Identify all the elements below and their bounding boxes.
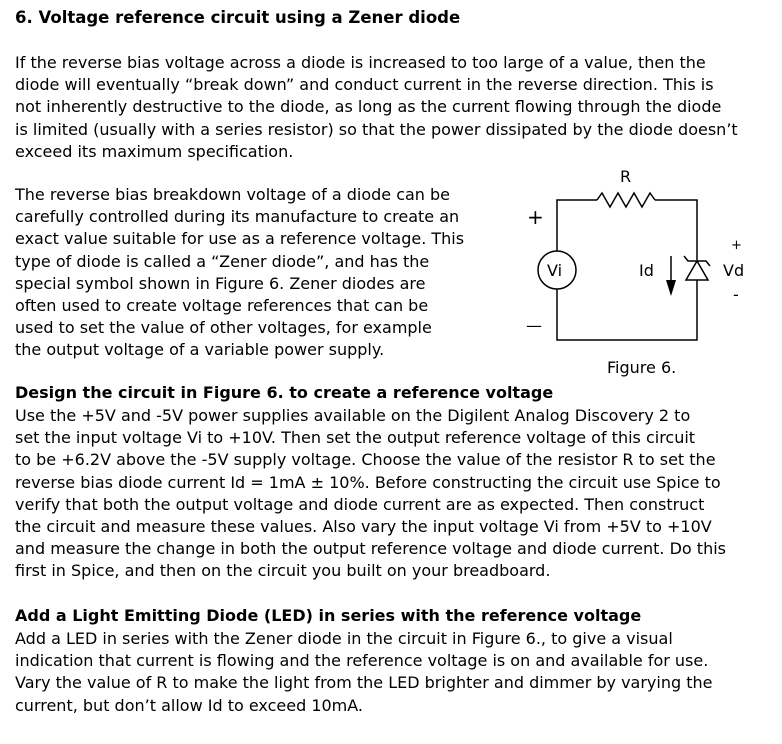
paragraph-line: first in Spice, and then on the circuit you built on your breadboard.	[15, 561, 551, 581]
figure-caption: Figure 6.	[607, 358, 677, 377]
paragraph-line: the circuit and measure these values. Also vary the input voltage Vi from +5V to +10V	[15, 517, 712, 537]
paragraph-line: special symbol shown in Figure 6. Zener diodes are	[15, 273, 426, 293]
paragraph-line: set the input voltage Vi to +10V. Then set the output reference voltage of this circuit	[15, 428, 696, 448]
wire-top-left	[557, 200, 597, 251]
zener-diode-symbol	[684, 256, 710, 280]
paragraph-line: The reverse bias breakdown voltage of a diode can be	[15, 185, 451, 204]
design-paragraph	[15, 405, 726, 583]
paragraph-line: carefully controlled during its manufacture to create an	[15, 207, 460, 227]
source-plus-label: +	[527, 205, 544, 229]
paragraph-line: verify that both the output voltage and diode current are as expected. Then construct	[15, 494, 705, 514]
output-label: Vd	[723, 261, 745, 280]
current-arrow	[666, 256, 676, 296]
design-heading: Design the circuit in Figure 6. to create a reference voltage	[15, 383, 554, 402]
paragraph-line: and measure the change in both the output reference voltage and diode current. Do this	[15, 539, 726, 559]
wire-bottom	[557, 280, 697, 340]
paragraph-line: current, but don’t allow Id to exceed 10mA.	[15, 695, 364, 715]
output-plus-label: +	[731, 238, 742, 253]
paragraph-line: not inherently destructive to the diode, as long as the current flowing through the diode	[15, 97, 722, 117]
paragraph-line: If the reverse bias voltage across a diode is increased to too large of a value, then the	[15, 53, 706, 72]
paragraph-line: Vary the value of R to make the light from the LED brighter and dimmer by varying the	[15, 673, 713, 693]
paragraph-line: exact value suitable for use as a reference voltage. This	[15, 229, 465, 249]
paragraph-line: is limited (usually with a series resistor) so that the power dissipated by the diode doesn’t	[15, 119, 738, 139]
paragraph-line: used to set the value of other voltages, for example	[15, 318, 432, 338]
current-label: Id	[639, 261, 654, 280]
paragraph-line: to be +6.2V above the -5V supply voltage. Choose the value of the resistor R to set the	[15, 450, 716, 470]
source-label: Vi	[547, 261, 563, 280]
paragraph-line: the output voltage of a variable power supply.	[15, 340, 385, 360]
paragraph-line: often used to create voltage references that can be	[15, 296, 429, 316]
paragraph-line: reverse bias diode current Id = 1mA ± 10%. Before constructing the circuit use Spice to	[15, 472, 721, 492]
paragraph-line: exceed its maximum specification.	[15, 141, 294, 161]
output-minus-label: -	[733, 285, 739, 304]
zener-paragraph	[15, 184, 464, 362]
paragraph-line: type of diode is called a “Zener diode”, and has the	[15, 251, 430, 271]
paragraph-line: Use the +5V and -5V power supplies available on the Digilent Analog Discovery 2 to	[15, 406, 691, 425]
led-paragraph	[15, 628, 712, 717]
paragraph-line: indication that current is flowing and the reference voltage is on and available for use.	[15, 651, 709, 671]
section-heading: 6. Voltage reference circuit using a Zener diode	[15, 8, 461, 27]
wire-top-right	[655, 200, 697, 260]
resistor-label: R	[620, 167, 632, 186]
zener-circuit-diagram	[515, 163, 780, 348]
paragraph-line: diode will eventually “break down” and conduct current in the reverse direction. This is	[15, 75, 714, 95]
paragraph-line: Add a LED in series with the Zener diode in the circuit in Figure 6., to give a visual	[15, 629, 673, 648]
led-heading: Add a Light Emitting Diode (LED) in series with the reference voltage	[15, 606, 642, 625]
source-minus-label: —	[526, 316, 542, 335]
resistor-zigzag	[597, 193, 655, 207]
intro-paragraph	[15, 52, 738, 163]
